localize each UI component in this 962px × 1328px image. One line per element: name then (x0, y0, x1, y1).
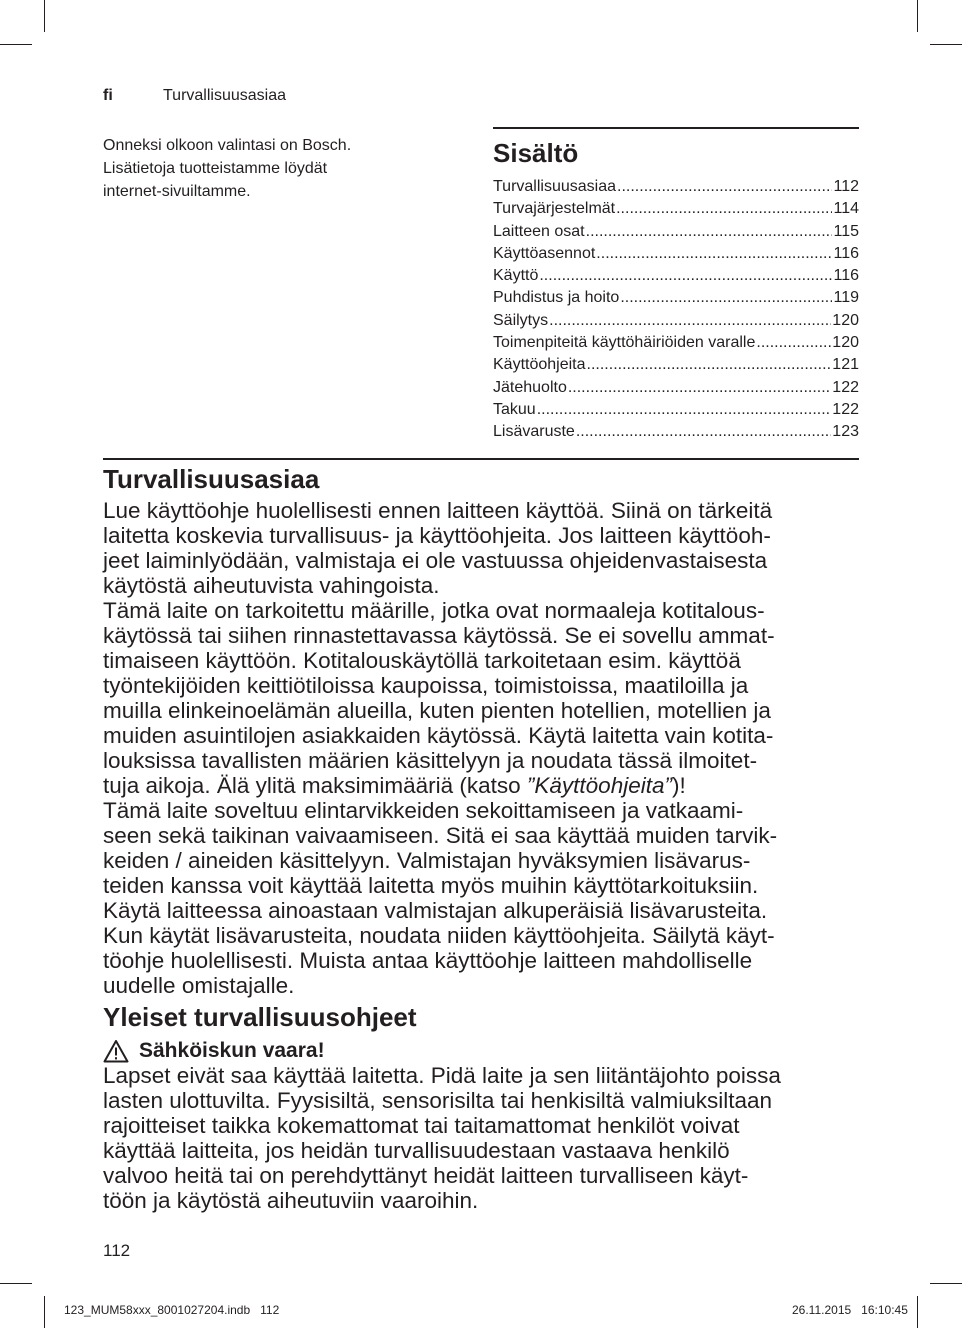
section-divider (103, 458, 859, 460)
safety-text (103, 498, 859, 998)
text-fragment: tuja aikoja. Älä ylitä maksimimääriä (katso (103, 773, 527, 798)
toc-leader-dots (576, 421, 831, 443)
toc-entry-label: Turvajärjestelmät (493, 200, 616, 218)
toc-entry-label: Toimenpiteitä käyttöhäiriöiden varalle (493, 334, 756, 352)
toc-entry-label: Käyttöohjeita (493, 356, 586, 374)
toc-entry (493, 399, 859, 421)
toc-entry (493, 354, 859, 376)
toc-entry-label: Turvallisuusasiaa (493, 178, 617, 195)
toc-entry-page: 115 (833, 222, 859, 240)
text-line: valvoo heitä tai on perehdyttänyt heidät laitteen turvalliseen käyt- (103, 1163, 749, 1188)
text-line: teiden kanssa voit käyttää laitetta myös muihin käyttötarkoituksiin. (103, 873, 759, 898)
toc-entry-label: Laitteen osat (493, 222, 585, 240)
toc-entry-page: 116 (833, 267, 859, 285)
toc-leader-dots (596, 243, 832, 265)
text-line: timaiseen käyttöön. Kotitalouskäytöllä tarkoitetaan esim. käyttöä (103, 648, 741, 673)
intro-line: Lisätietoja tuotteistamme löydät (103, 160, 328, 177)
crop-mark (44, 1296, 45, 1328)
toc-leader-dots (616, 198, 832, 220)
text-line: käytössä tai siihen rinnastettavassa käytössä. Se ei sovellu ammat- (103, 623, 775, 648)
toc-entry-label: Puhdistus ja hoito (493, 289, 620, 307)
toc-entry-label: Käyttöasennot (493, 244, 596, 262)
text-line (103, 773, 859, 798)
crop-mark (0, 44, 32, 45)
intro-text (103, 134, 443, 203)
text-line: uudelle omistajalle. (103, 973, 295, 998)
toc-entry (493, 198, 859, 220)
text-line: Tämä laite on tarkoitettu määrille, jotka ovat normaaleja kotitalous- (103, 598, 765, 623)
table-of-contents (493, 127, 859, 444)
toc-title: Sisältö (493, 138, 579, 168)
text-line: lasten ulottuvilta. Fyysisiltä, sensorisilta tai henkisiltä valmiuksiltaan (103, 1088, 773, 1113)
toc-entry (493, 243, 859, 265)
crop-mark (930, 1283, 962, 1284)
running-header: Turvallisuusasiaa (163, 87, 287, 104)
toc-entry (493, 287, 859, 309)
language-code: fi (103, 87, 113, 104)
toc-entry-page: 112 (833, 178, 859, 195)
toc-entry-page: 114 (833, 200, 859, 218)
toc-list (493, 176, 859, 444)
toc-entry (493, 332, 859, 354)
toc-entry-label: Lisävaruste (493, 423, 575, 441)
section-heading: Turvallisuusasiaa (103, 464, 320, 494)
text-line: käytöstä aiheutuvista vahingoista. (103, 573, 440, 598)
text-line: töön ja käytöstä aiheutuviin vaaroihin. (103, 1188, 479, 1213)
text-line: rajoitteiset taikka kokemattomat tai taitamattomat henkilöt voivat (103, 1113, 740, 1138)
toc-leader-dots (586, 221, 833, 243)
text-line: louksissa tavallisten määrien käsittelyyn ja noudata tässä ilmoitet- (103, 748, 758, 773)
crop-mark (917, 0, 918, 32)
toc-leader-dots (756, 332, 831, 354)
text-line: Lapset eivät saa käyttää laitetta. Pidä laite ja sen liitäntäjohto poissa (103, 1063, 781, 1088)
text-line: käyttää laitteita, jos heidän turvallisuudestaan vastaava henkilö (103, 1138, 730, 1163)
toc-entry (493, 310, 859, 332)
toc-leader-dots (587, 354, 832, 376)
toc-entry (493, 176, 859, 198)
intro-line: internet-sivuiltamme. (103, 183, 251, 200)
toc-entry-label: Jätehuolto (493, 378, 567, 396)
text-line: Kun käytät lisävarusteita, noudata niiden käyttöohjeita. Säilytä käyt- (103, 923, 775, 948)
text-line: muilla elinkeinoelämän alueilla, kuten pienten hotellien, motellien ja (103, 698, 771, 723)
text-line: seen sekä taikinan vaivaamiseen. Sitä ei saa käyttää muiden tarvik- (103, 823, 778, 848)
text-line: jeet laiminlyödään, valmistaja ei ole vastuussa ohjeidenvastaisesta (103, 548, 768, 573)
toc-entry-page: 122 (832, 400, 859, 418)
crop-mark (917, 1296, 918, 1328)
toc-leader-dots (539, 265, 832, 287)
page-number: 112 (103, 1241, 131, 1260)
toc-leader-dots (549, 310, 831, 332)
intro-line: Onneksi olkoon valintasi on Bosch. (103, 137, 352, 154)
text-line: muiden asuintilojen asiakkaiden käytössä. Käytä laitetta vain kotita- (103, 723, 774, 748)
print-file-info: 123_MUM58xxx_8001027204.indb 112 (64, 1303, 280, 1317)
warning-label: Sähköiskun vaara! (139, 1039, 325, 1062)
toc-entry (493, 221, 859, 243)
warning-triangle-icon (103, 1039, 129, 1063)
text-line: Käytä laitteessa ainoastaan valmistajan alkuperäisiä lisävarusteita. (103, 898, 768, 923)
text-line: laitetta koskevia turvallisuus- ja käyttöohjeita. Jos laitteen käyttöoh- (103, 523, 771, 548)
toc-entry (493, 377, 859, 399)
toc-entry-label: Käyttö (493, 267, 539, 285)
toc-entry-label: Säilytys (493, 311, 549, 329)
text-line: Tämä laite soveltuu elintarvikkeiden sekoittamiseen ja vatkaami- (103, 798, 744, 823)
toc-entry-page: 119 (833, 289, 859, 307)
toc-entry-page: 120 (832, 311, 859, 329)
text-line: töohje huolellisesti. Muista antaa käyttöohje laitteen mahdolliselle (103, 948, 753, 973)
toc-leader-dots (617, 176, 832, 198)
toc-entry (493, 421, 859, 443)
toc-leader-dots (537, 399, 832, 421)
print-timestamp: 26.11.2015 16:10:45 (792, 1303, 908, 1317)
toc-entry-page: 123 (832, 423, 859, 441)
text-fragment: )! (671, 773, 686, 798)
crop-mark (0, 1283, 32, 1284)
text-line: Lue käyttöohje huolellisesti ennen laitteen käyttöä. Siinä on tärkeitä (103, 498, 773, 523)
toc-leader-dots (620, 287, 832, 309)
toc-entry-page: 120 (832, 334, 859, 352)
toc-entry-page: 122 (832, 378, 859, 396)
crop-mark (930, 44, 962, 45)
warning-heading (103, 1037, 325, 1065)
toc-entry-page: 121 (832, 356, 859, 374)
subsection-heading: Yleiset turvallisuusohjeet (103, 1002, 417, 1032)
text-line: työntekijöiden keittiötiloissa kaupoissa, toimistoissa, maatiloilla ja (103, 673, 749, 698)
toc-entry (493, 265, 859, 287)
toc-entry-label: Takuu (493, 400, 536, 418)
text-line: keiden / aineiden käsittelyyn. Valmistajan hyväksymien lisävarus- (103, 848, 751, 873)
cross-reference: ”Käyttöohjeita” (526, 773, 672, 798)
toc-leader-dots (568, 377, 831, 399)
general-text (103, 1063, 859, 1213)
crop-mark (44, 0, 45, 32)
toc-entry-page: 116 (833, 244, 859, 262)
